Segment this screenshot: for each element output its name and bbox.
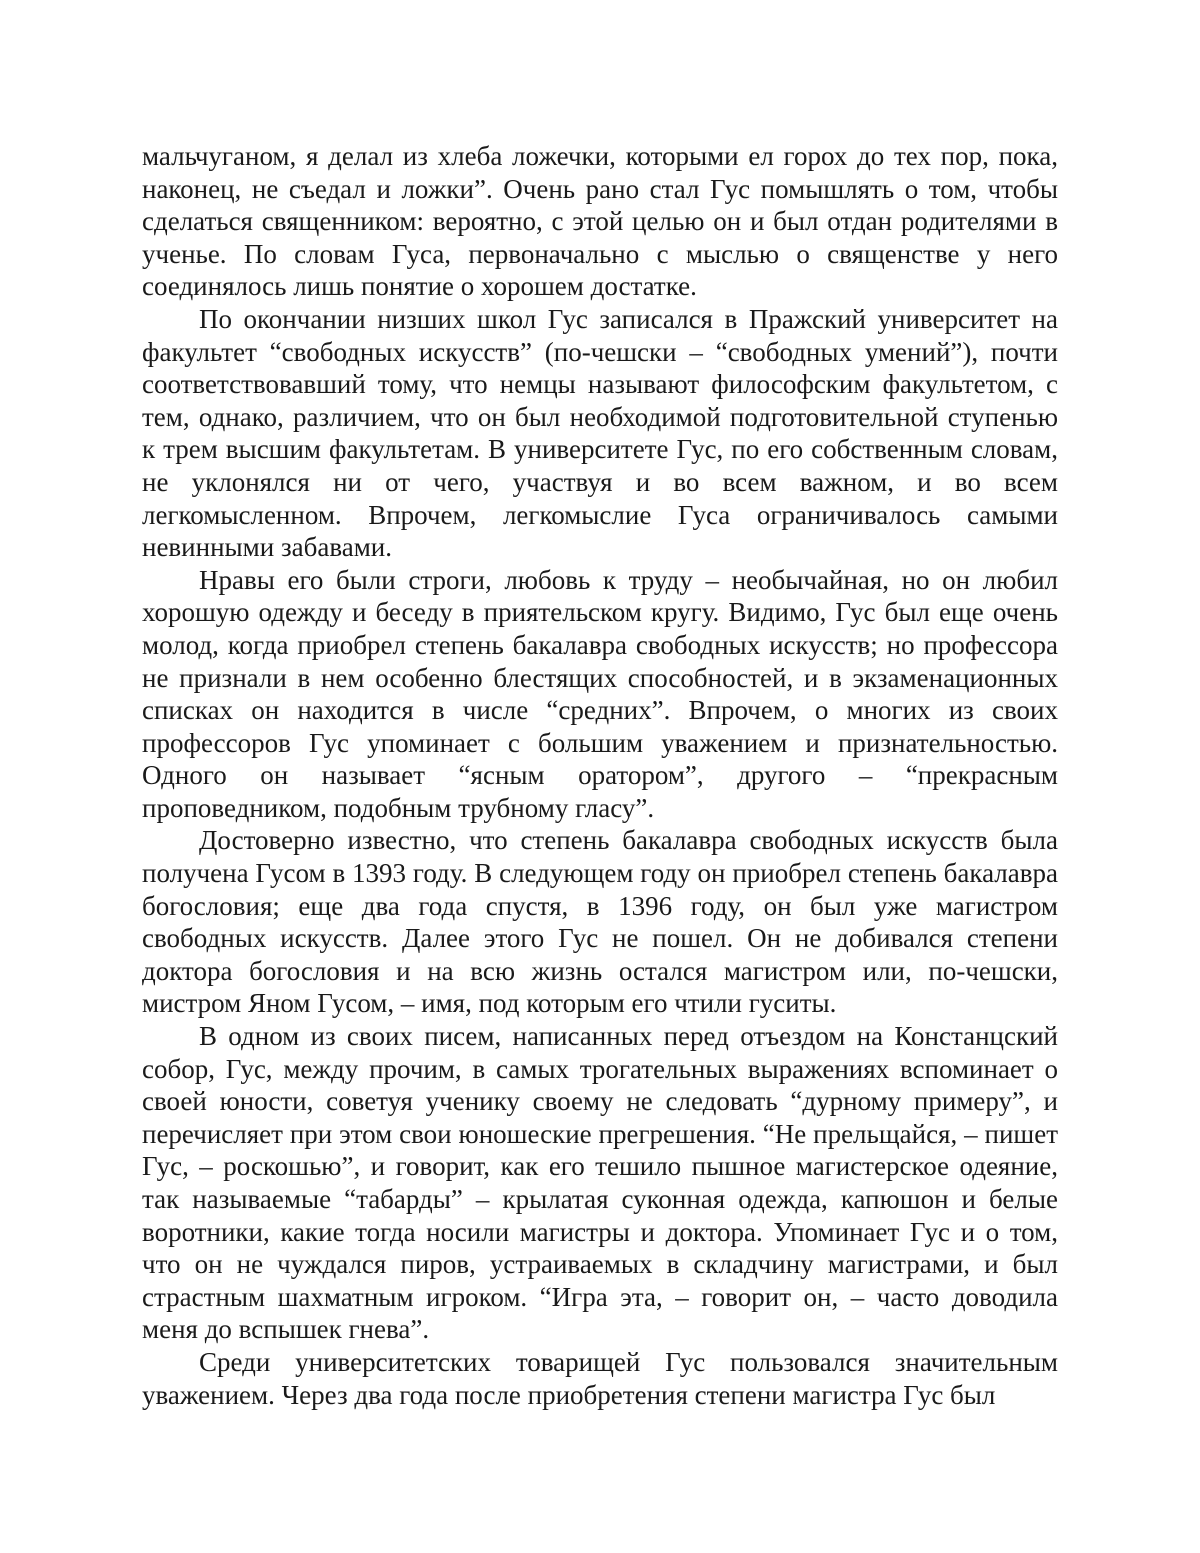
paragraph-3: Нравы его были строги, любовь к труду – необычайная, но он любил хорошую одежду и беседу в приятельском кругу. Видимо, Гус был еще очень молод, когда приобрел степень бакалавра свободных искусств; но профессора не признали в нем особенно блестящих способностей, и в экзаменационных списках он находится в числе “средних”. Впрочем, о многих из своих профессоров Гус упоминает с большим уважением и признательностью. Одного он называет “ясным оратором”, другого – “прекрасным проповедником, подобным трубному гласу”. (142, 564, 1058, 823)
paragraph-6: Среди университетских товарищей Гус пользовался значительным уважением. Через два года после приобретения степени магистра Гус был (142, 1346, 1058, 1410)
paragraph-2: По окончании низших школ Гус записался в Пражский университет на факультет “свободных искусств” (по-чешски – “свободных умений”), почти соответствовавший тому, что немцы называют философским факультетом, с тем, однако, различием, что он был необходимой подготовительной ступенью к трем высшим факультетам. В университете Гус, по его собственным словам, не уклонялся ни от чего, участвуя и во всем важном, и во всем легкомысленном. Впрочем, легкомыслие Гуса ограничивалось самыми невинными забавами. (142, 303, 1058, 563)
body-text (142, 140, 1058, 1411)
paragraph-1: мальчуганом, я делал из хлеба ложечки, которыми ел горох до тех пор, пока, наконец, не съедал и ложки”. Очень рано стал Гус помышлять о том, чтобы сделаться священником: вероятно, с этой целью он и был отдан родителями в ученье. По словам Гуса, первоначально с мыслью о священстве у него соединялось лишь понятие о хорошем достатке. (142, 141, 1058, 302)
paragraph-4: Достоверно известно, что степень бакалавра свободных искусств была получена Гусом в 1393 году. В следующем году он приобрел степень бакалавра богословия; еще два года спустя, в 1396 году, он был уже магистром свободных искусств. Далее этого Гус не пошел. Он не добивался степени доктора богословия и на всю жизнь остался магистром или, по-чешски, мистром Яном Гусом, – имя, под которым его чтили гуситы. (142, 825, 1058, 1019)
paragraph-5: В одном из своих писем, написанных перед отъездом на Констанцский собор, Гус, между прочим, в самых трогательных выражениях вспоминает о своей юности, советуя ученику своему не следовать “дурному примеру”, и перечисляет при этом свои юношеские прегрешения. “Не прельщайся, – пишет Гус, – роскошью”, и говорит, как его тешило пышное магистерское одеяние, так называемые “табарды” – крылатая суконная одежда, капюшон и белые воротники, какие тогда носили магистры и доктора. Упоминает Гус и о том, что он не чуждался пиров, устраиваемых в складчину магистрами, и был страстным шахматным игроком. “Игра эта, – говорит он, – часто доводила меня до вспышек гнева”. (142, 1021, 1058, 1345)
